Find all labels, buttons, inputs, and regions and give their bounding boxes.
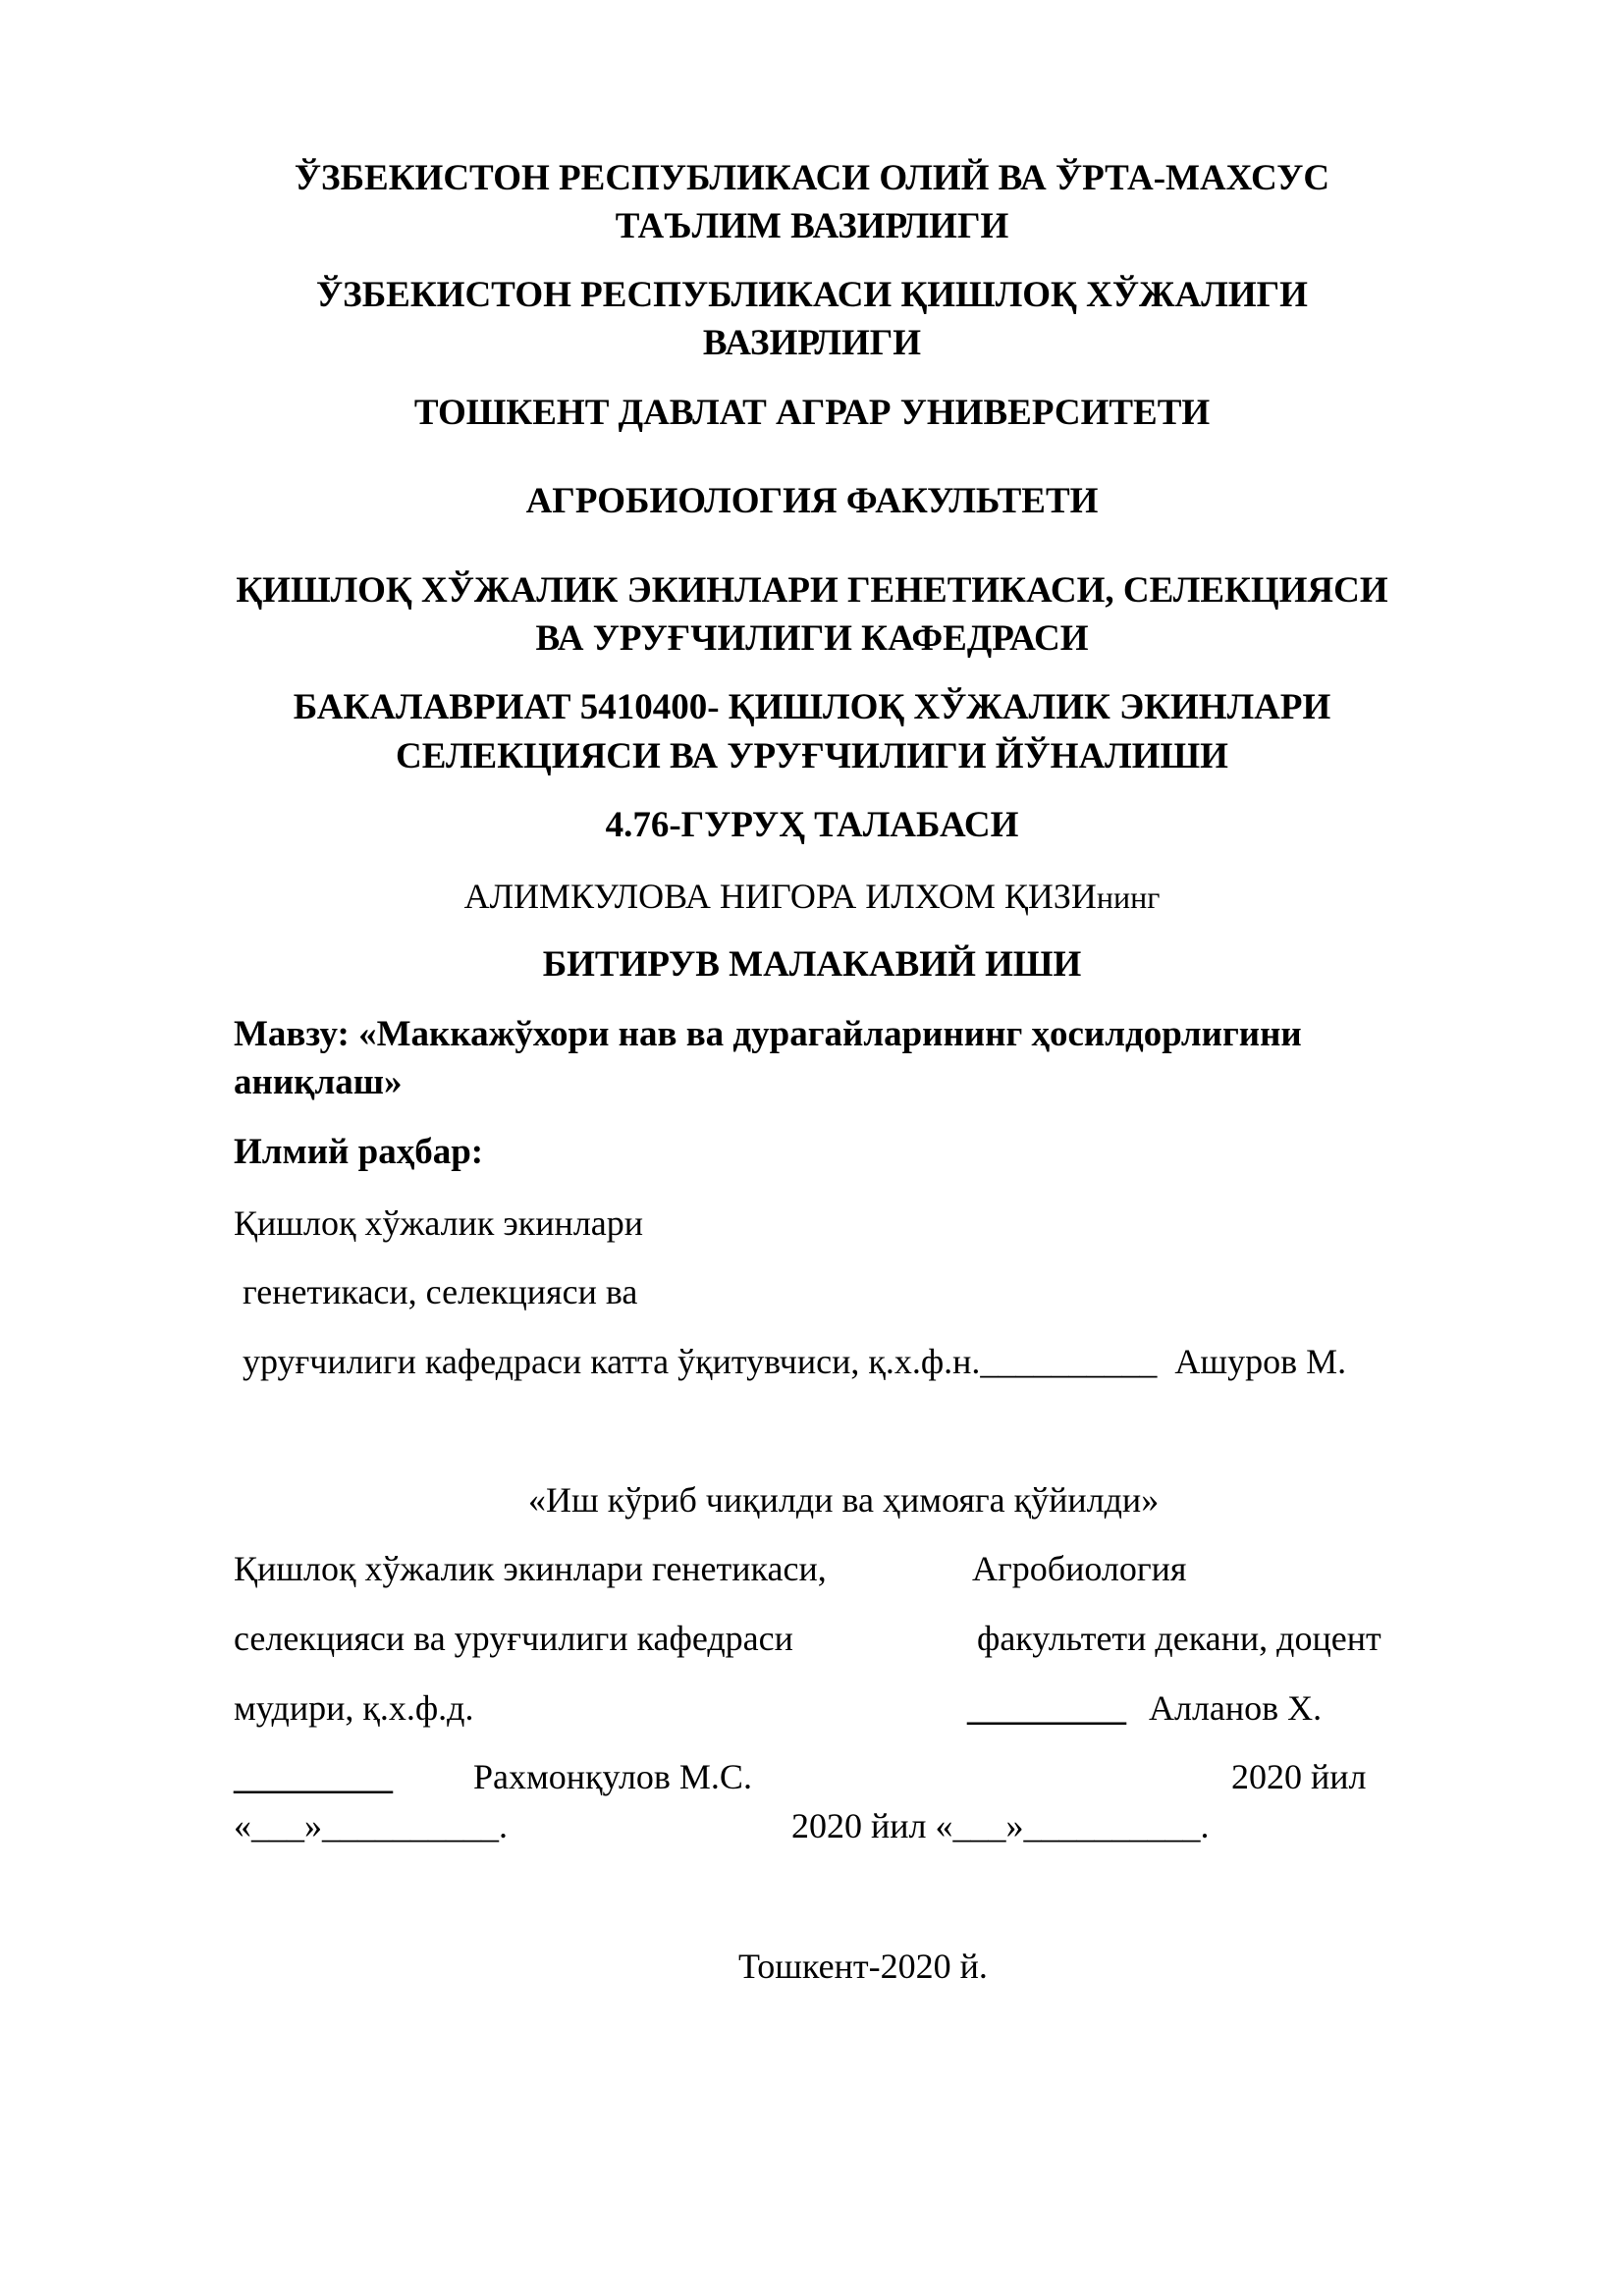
head-name: Рахмонқулов М.С. — [473, 1757, 752, 1796]
head-date: «___»__________. — [234, 1806, 508, 1845]
department-line-2: ВА УРУҒЧИЛИГИ КАФЕДРАСИ — [535, 618, 1089, 659]
dean-signature-line: _________ — [967, 1688, 1126, 1728]
city-year: Тошкент-2020 й. — [738, 1947, 988, 1986]
dean-name: Алланов Х. — [1149, 1688, 1323, 1728]
group-title: 4.76-ГУРУҲ ТАЛАБАСИ — [605, 805, 1019, 845]
student-name-suffix: нинг — [1096, 880, 1161, 915]
topic-line-1: Мавзу: «Маккажўхори нав ва дурагайларининг ҳосилдорлигини — [234, 1014, 1302, 1054]
program-line-1: БАКАЛАВРИАТ 5410400- ҚИШЛОҚ ХЎЖАЛИК ЭКИНЛАРИ — [293, 687, 1331, 727]
supervisor-line-2: генетикаси, селекцияси ва — [234, 1272, 638, 1311]
university-title: ТОШКЕНТ ДАВЛАТ АГРАР УНИВЕРСИТЕТИ — [413, 393, 1211, 433]
approval-title: «Иш кўриб чиқилди ва ҳимояга қўйилди» — [528, 1480, 1160, 1520]
ministry-line-1: ЎЗБЕКИСТОН РЕСПУБЛИКАСИ ОЛИЙ ВА ЎРТА-МАХСУС — [294, 158, 1330, 198]
dean-year: 2020 йил — [1231, 1757, 1367, 1796]
head-line-1: Қишлоқ хўжалик экинлари генетикаси, — [234, 1549, 827, 1588]
dean-line-1: Агробиология — [972, 1549, 1187, 1588]
head-line-3: мудири, қ.х.ф.д. — [234, 1688, 474, 1728]
faculty-title: АГРОБИОЛОГИЯ ФАКУЛЬТЕТИ — [525, 481, 1099, 521]
supervisor-line-3: уруғчилиги кафедраси катта ўқитувчиси, қ.х.ф.н.__________ Ашуров М. — [234, 1342, 1347, 1381]
program-line-2: СЕЛЕКЦИЯСИ ВА УРУҒЧИЛИГИ ЙЎНАЛИШИ — [396, 736, 1228, 776]
work-type-title: БИТИРУВ МАЛАКАВИЙ ИШИ — [542, 944, 1082, 985]
student-name-line — [0, 879, 1624, 914]
department-line-1: ҚИШЛОҚ ХЎЖАЛИК ЭКИНЛАРИ ГЕНЕТИКАСИ, СЕЛЕКЦИЯСИ — [236, 570, 1388, 611]
student-name: АЛИМКУЛОВА НИГОРА ИЛХОМ ҚИЗИ — [463, 877, 1097, 916]
agri-ministry-line-2: ВАЗИРЛИГИ — [702, 323, 922, 363]
supervisor-line-1: Қишлоқ хўжалик экинлари — [234, 1203, 644, 1243]
head-signature-line: _________ — [234, 1757, 393, 1796]
ministry-line-2: ТАЪЛИМ ВАЗИРЛИГИ — [615, 206, 1009, 246]
supervisor-heading: Илмий раҳбар: — [234, 1132, 484, 1172]
dean-date: 2020 йил «___»__________. — [791, 1806, 1210, 1845]
dean-line-2: факультети декани, доцент — [977, 1619, 1381, 1658]
agri-ministry-line-1: ЎЗБЕКИСТОН РЕСПУБЛИКАСИ ҚИШЛОҚ ХЎЖАЛИГИ — [316, 275, 1308, 315]
head-line-2: селекцияси ва уруғчилиги кафедраси — [234, 1619, 793, 1658]
topic-line-2: аниқлаш» — [234, 1062, 403, 1102]
